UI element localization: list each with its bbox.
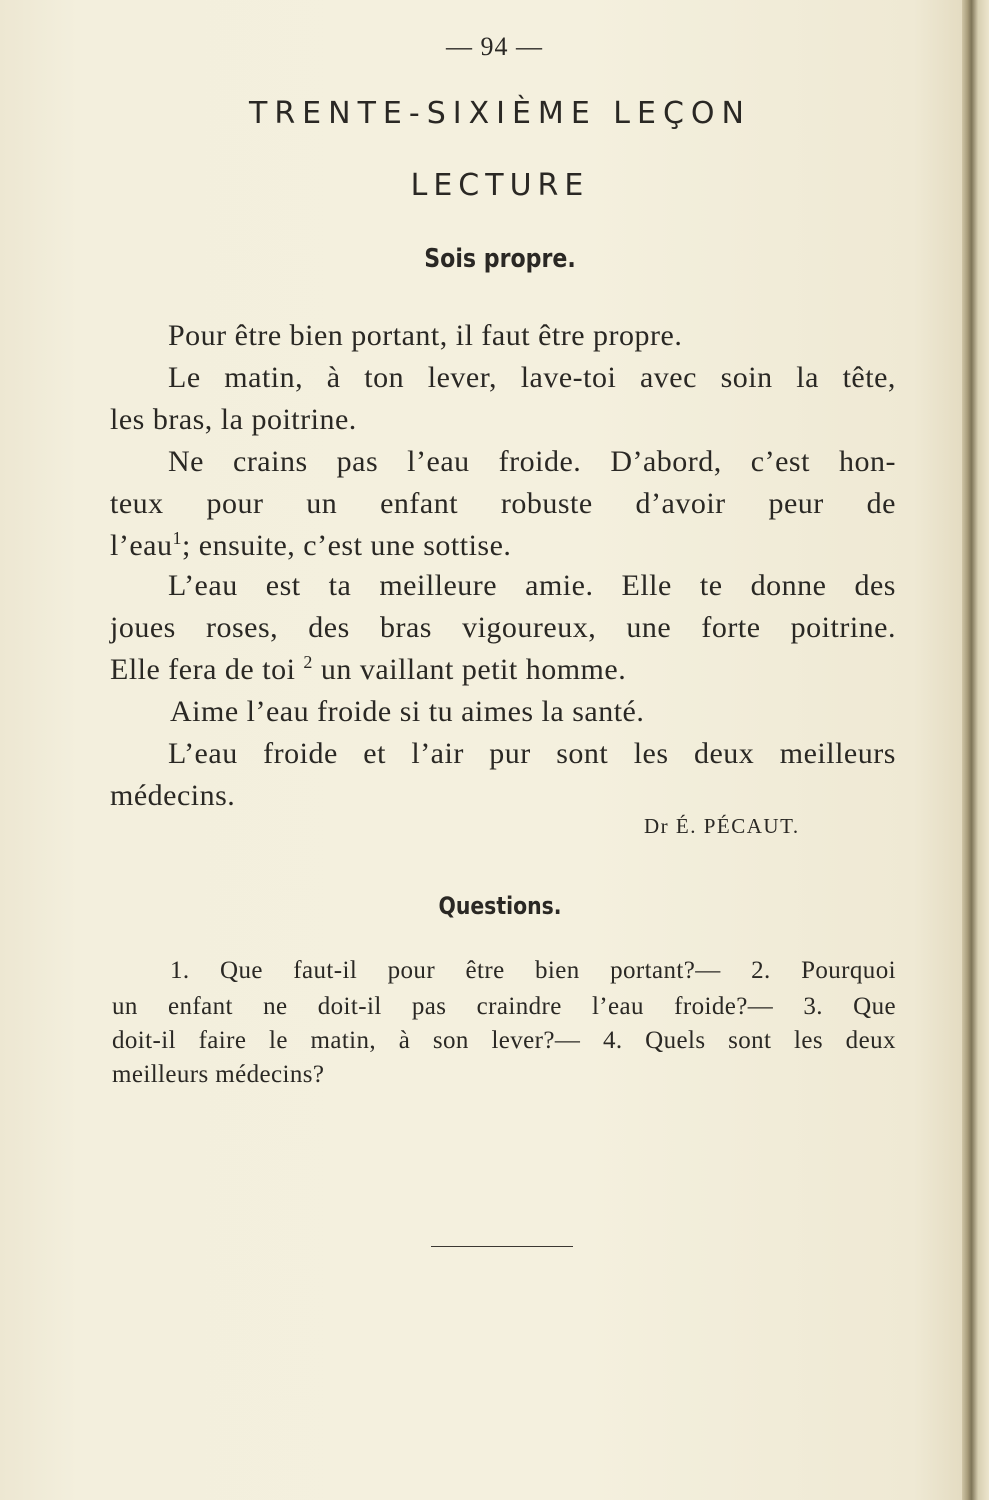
question-line xyxy=(170,954,896,988)
word: la xyxy=(796,361,819,394)
reading-line xyxy=(110,486,896,522)
word: sont xyxy=(728,1027,772,1054)
page-number: — 94 — xyxy=(446,32,543,61)
word: avec xyxy=(639,361,697,394)
word: pour xyxy=(206,487,264,520)
reading-line: Aime l’eau froide si tu aimes la santé. xyxy=(170,695,645,728)
reading-line xyxy=(110,528,511,564)
word: de xyxy=(866,487,896,520)
word: craindre xyxy=(476,993,562,1020)
section-title: LECTURE xyxy=(410,168,590,203)
word: c’est xyxy=(750,445,810,478)
word: Pourquoi xyxy=(801,957,896,984)
reading-text-part: Elle fera de toi xyxy=(110,653,296,686)
word: doit-il xyxy=(112,1027,176,1054)
question-line xyxy=(112,1024,896,1058)
questions-title: Questions. xyxy=(438,892,562,920)
question-line xyxy=(112,990,896,1024)
word: Ne xyxy=(168,445,204,478)
word: Que xyxy=(220,957,263,984)
word: lever?— xyxy=(491,1027,581,1054)
word: teux xyxy=(110,487,164,520)
word: matin, xyxy=(224,361,304,394)
word: poitrine. xyxy=(790,611,896,644)
word: être xyxy=(465,957,505,984)
word: vigoureux, xyxy=(462,611,597,644)
word: et xyxy=(363,737,386,770)
word: bien xyxy=(535,957,580,984)
word: des xyxy=(308,611,350,644)
reading-line: les bras, la poitrine. xyxy=(110,403,357,436)
word: meilleure xyxy=(379,569,498,602)
reading-line: Pour être bien portant, il faut être propre. xyxy=(168,319,683,352)
word: D’abord, xyxy=(610,445,722,478)
word: le xyxy=(269,1027,288,1054)
word: une xyxy=(626,611,672,644)
word: bras xyxy=(379,611,432,644)
footnote-marker: 2 xyxy=(303,652,313,672)
word: à xyxy=(398,1027,411,1054)
word: Quels xyxy=(645,1027,706,1054)
word: l’eau xyxy=(407,445,470,478)
word: froide?— xyxy=(674,993,774,1020)
word: crains xyxy=(233,445,308,478)
word: forte xyxy=(701,611,761,644)
word: froide. xyxy=(498,445,582,478)
question-line: meilleurs médecins? xyxy=(112,1061,325,1088)
word: roses, xyxy=(205,611,279,644)
word: pas xyxy=(336,445,379,478)
word: meilleurs xyxy=(779,737,896,770)
word: enfant xyxy=(380,487,459,520)
word: portant?— xyxy=(610,957,721,984)
word: est xyxy=(265,569,301,602)
reading-line xyxy=(168,360,896,396)
word: 3. xyxy=(803,993,823,1020)
word: un xyxy=(112,993,138,1020)
word: 4. xyxy=(602,1027,623,1054)
lesson-title: TRENTE-SIXIÈME LEÇON xyxy=(249,96,751,131)
word: peur xyxy=(768,487,824,520)
word: les xyxy=(633,737,669,770)
word: l’eau xyxy=(591,993,644,1020)
word: à xyxy=(326,361,341,394)
word: ta xyxy=(328,569,352,602)
word: L’eau xyxy=(168,569,238,602)
reading-text-part: un vaillant petit homme. xyxy=(320,653,627,686)
word: Que xyxy=(853,993,896,1020)
word: donne xyxy=(750,569,827,602)
reading-line xyxy=(110,652,626,688)
word: 2. xyxy=(751,957,771,984)
end-rule xyxy=(431,1246,573,1247)
word: lave-toi xyxy=(520,361,617,394)
word: faire xyxy=(198,1027,247,1054)
word: les xyxy=(794,1027,824,1054)
word: 1. xyxy=(170,957,190,984)
word: te xyxy=(699,569,723,602)
reading-text-part: l’eau xyxy=(110,529,173,562)
reading-line xyxy=(168,736,896,772)
word: ton xyxy=(364,361,405,394)
word: des xyxy=(854,569,896,602)
word: pour xyxy=(387,957,436,984)
word: matin, xyxy=(310,1027,377,1054)
word: Le xyxy=(168,361,201,394)
author-signature: Dr É. PÉCAUT. xyxy=(644,814,800,838)
word: froide xyxy=(263,737,338,770)
word: l’air xyxy=(411,737,464,770)
book-binding-edge xyxy=(962,0,989,1500)
word: deux xyxy=(693,737,755,770)
reading-text-part: ; ensuite, c’est une sottise. xyxy=(181,529,512,562)
word: pas xyxy=(411,993,447,1020)
word: lever, xyxy=(427,361,498,394)
word: doit-il xyxy=(317,993,382,1020)
reading-line xyxy=(168,444,896,480)
word: d’avoir xyxy=(635,487,726,520)
word: amie. xyxy=(525,569,594,602)
word: deux xyxy=(845,1027,896,1054)
word: soin xyxy=(720,361,773,394)
reading-line xyxy=(110,610,896,646)
word: L’eau xyxy=(168,737,238,770)
word: faut-il xyxy=(293,957,358,984)
word: tête, xyxy=(842,361,896,394)
word: enfant xyxy=(168,993,233,1020)
word: sont xyxy=(556,737,609,770)
footnote-marker: 1 xyxy=(172,528,182,548)
reading-line xyxy=(168,568,896,604)
word: Elle xyxy=(621,569,672,602)
word: hon- xyxy=(838,445,896,478)
word: son xyxy=(432,1027,469,1054)
reading-title: Sois propre. xyxy=(424,244,576,274)
word: pur xyxy=(489,737,531,770)
word: ne xyxy=(263,993,288,1020)
word: joues xyxy=(110,611,176,644)
word: robuste xyxy=(500,487,593,520)
word: un xyxy=(306,487,338,520)
reading-line: médecins. xyxy=(110,779,236,812)
